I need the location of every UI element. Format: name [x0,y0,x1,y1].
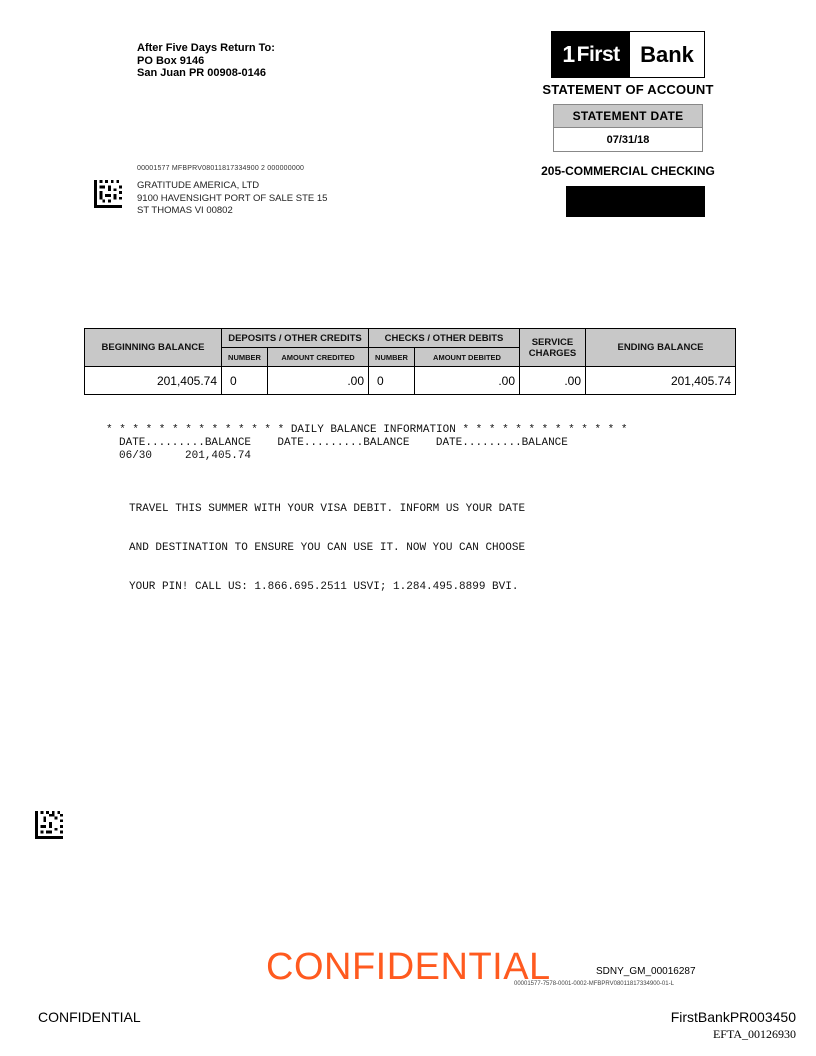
bank-logo-word2: Bank [640,41,694,67]
return-address-line3: San Juan PR 00908-0146 [137,67,267,79]
header-deposits: DEPOSITS / OTHER CREDITS [222,329,369,348]
statement-message [129,477,525,607]
bank-logo [551,31,705,78]
bank-logo-word1: First [576,42,620,66]
document-micro-code: 00001577-7578-0001-0002-MFBPRV08011817334900-01-L [514,981,674,987]
recipient-address [137,180,327,218]
daily-balance-header: * * * * * * * * * * * * * * DAILY BALANCE INFORMATION * * * * * * * * * * * * * [106,424,628,436]
daily-balance-columns: DATE.........BALANCE DATE.........BALANCE DATE.........BALANCE [119,437,568,449]
recipient-address-line2: ST THOMAS VI 00802 [137,205,233,216]
ending-balance-value: 201,405.74 [586,367,736,395]
bates-number: FirstBankPR003450 [670,1009,796,1025]
datamatrix-barcode-icon [93,180,123,208]
account-summary-table [84,328,736,395]
sdny-identifier: SDNY_GM_00016287 [596,966,696,977]
service-charges-value: .00 [520,367,586,395]
confidential-label: CONFIDENTIAL [38,1009,141,1025]
header-ending-balance: ENDING BALANCE [586,329,736,367]
bank-logo-left [552,32,630,77]
header-beginning-balance: BEGINNING BALANCE [85,329,222,367]
datamatrix-barcode-icon [34,811,64,839]
return-address-line1: After Five Days Return To: [137,42,275,54]
statement-date-label: STATEMENT DATE [554,105,702,128]
recipient-name: GRATITUDE AMERICA, LTD [137,180,260,191]
return-address-line2: PO Box 9146 [137,54,205,67]
bank-logo-number: 1 [562,41,575,67]
deposits-number-value: 0 [222,367,268,395]
mail-code: 00001577 MFBPRV08011817334900 2 000000000 [137,165,305,172]
confidential-stamp: CONFIDENTIAL [266,946,551,988]
return-address [137,42,275,80]
amount-debited-value: .00 [415,367,520,395]
table-row [85,367,736,395]
checks-number-value: 0 [369,367,415,395]
account-type: 205-COMMERCIAL CHECKING [541,164,715,178]
beginning-balance-value: 201,405.74 [85,367,222,395]
header-checks-number: NUMBER [369,348,415,367]
redaction-block [566,186,705,217]
statement-date-box [553,104,703,152]
message-line1: TRAVEL THIS SUMMER WITH YOUR VISA DEBIT. INFORM US YOUR DATE [129,503,526,515]
header-deposits-number: NUMBER [222,348,268,367]
statement-title: STATEMENT OF ACCOUNT [542,82,714,97]
efta-number: EFTA_00126930 [712,1027,796,1041]
message-line2: AND DESTINATION TO ENSURE YOU CAN USE IT. NOW YOU CAN CHOOSE [129,542,526,554]
amount-credited-value: .00 [268,367,369,395]
header-checks: CHECKS / OTHER DEBITS [369,329,520,348]
header-amount-credited: AMOUNT CREDITED [268,348,369,367]
header-service-charges: SERVICE CHARGES [520,329,586,367]
daily-balance-row: 06/30 201,405.74 [119,450,252,462]
header-amount-debited: AMOUNT DEBITED [415,348,520,367]
statement-date-value: 07/31/18 [606,133,650,146]
recipient-address-line1: 9100 HAVENSIGHT PORT OF SALE STE 15 [137,192,328,204]
message-line3: YOUR PIN! CALL US: 1.866.695.2511 USVI; 1.284.495.8899 BVI. [129,581,519,593]
